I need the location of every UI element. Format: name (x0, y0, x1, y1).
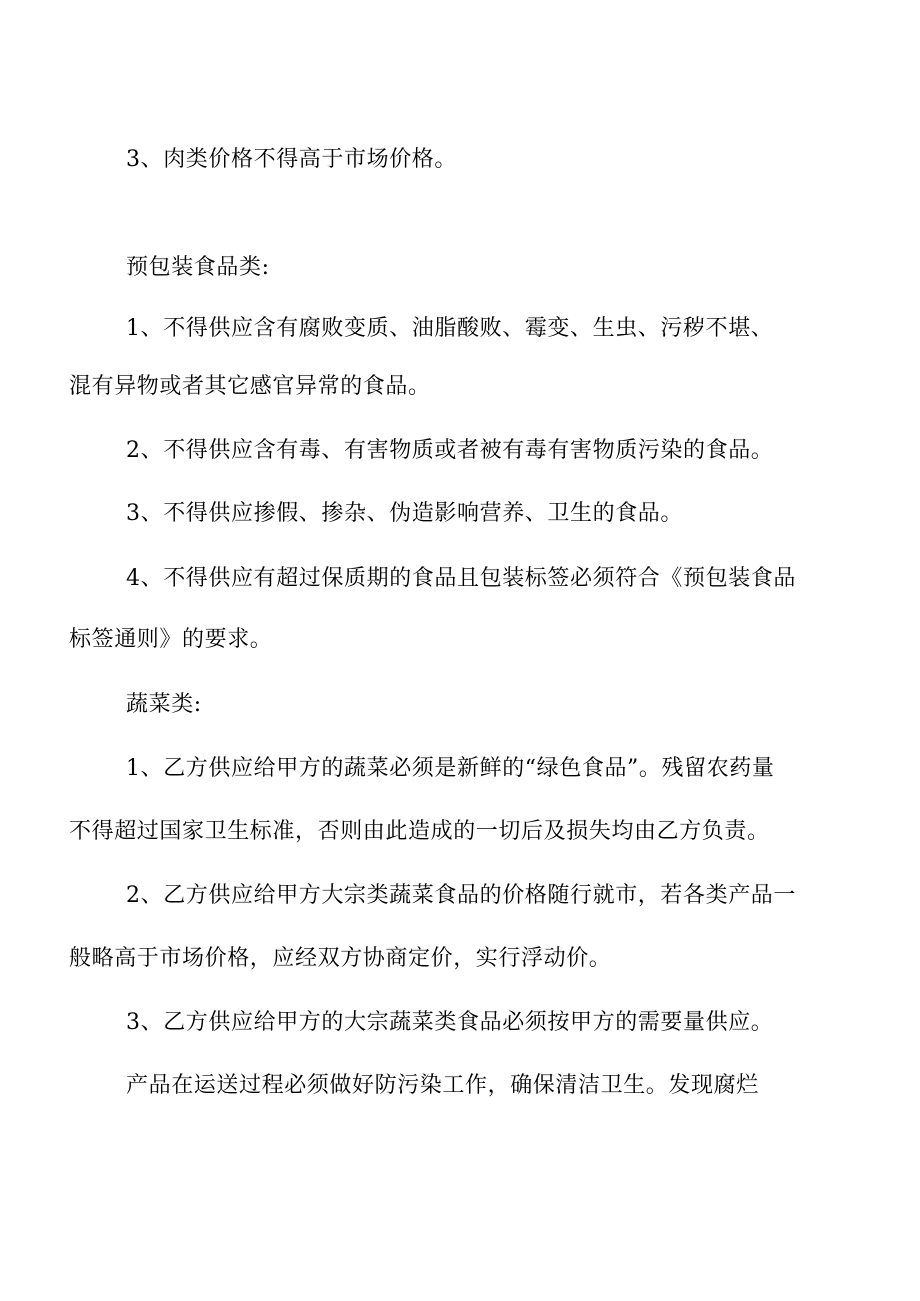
text-line-vegetables-2b: 般略高于市场价格，应经双方协商定价，实行浮动价。 (69, 946, 612, 971)
heading-prepackaged-food: 预包装食品类: (126, 255, 270, 280)
text-line-vegetables-1a: 1、乙方供应给甲方的蔬菜必须是新鲜的“绿色食品”。残留农药量 (126, 756, 775, 781)
text-line-prepackaged-1b: 混有异物或者其它感官异常的食品。 (69, 374, 431, 399)
text-line-prepackaged-2: 2、不得供应含有毒、有害物质或者被有毒有害物质污染的食品。 (126, 438, 774, 463)
text-line-vegetables-2a: 2、乙方供应给甲方大宗类蔬菜食品的价格随行就市，若各类产品一 (126, 883, 796, 908)
text-line-vegetables-4: 产品在运送过程必须做好防污染工作，确保清洁卫生。发现腐烂 (126, 1073, 759, 1098)
text-line-vegetables-3: 3、乙方供应给甲方的大宗蔬菜类食品必须按甲方的需要量供应。 (126, 1010, 774, 1035)
text-line-prepackaged-3: 3、不得供应掺假、掺杂、伪造影响营养、卫生的食品。 (126, 501, 683, 526)
text-line-prepackaged-4a: 4、不得供应有超过保质期的食品且包装标签必须符合《预包装食品 (126, 566, 796, 591)
heading-vegetables: 蔬菜类: (126, 692, 202, 717)
text-line-vegetables-1b: 不得超过国家卫生标准，否则由此造成的一切后及损失均由乙方负责。 (69, 819, 770, 844)
text-line-prepackaged-4b: 标签通则》的要求。 (69, 627, 273, 652)
text-line-prepackaged-1a: 1、不得供应含有腐败变质、油脂酸败、霉变、生虫、污秽不堪、 (126, 316, 774, 341)
text-line-meat-price: 3、肉类价格不得高于市场价格。 (126, 147, 457, 172)
